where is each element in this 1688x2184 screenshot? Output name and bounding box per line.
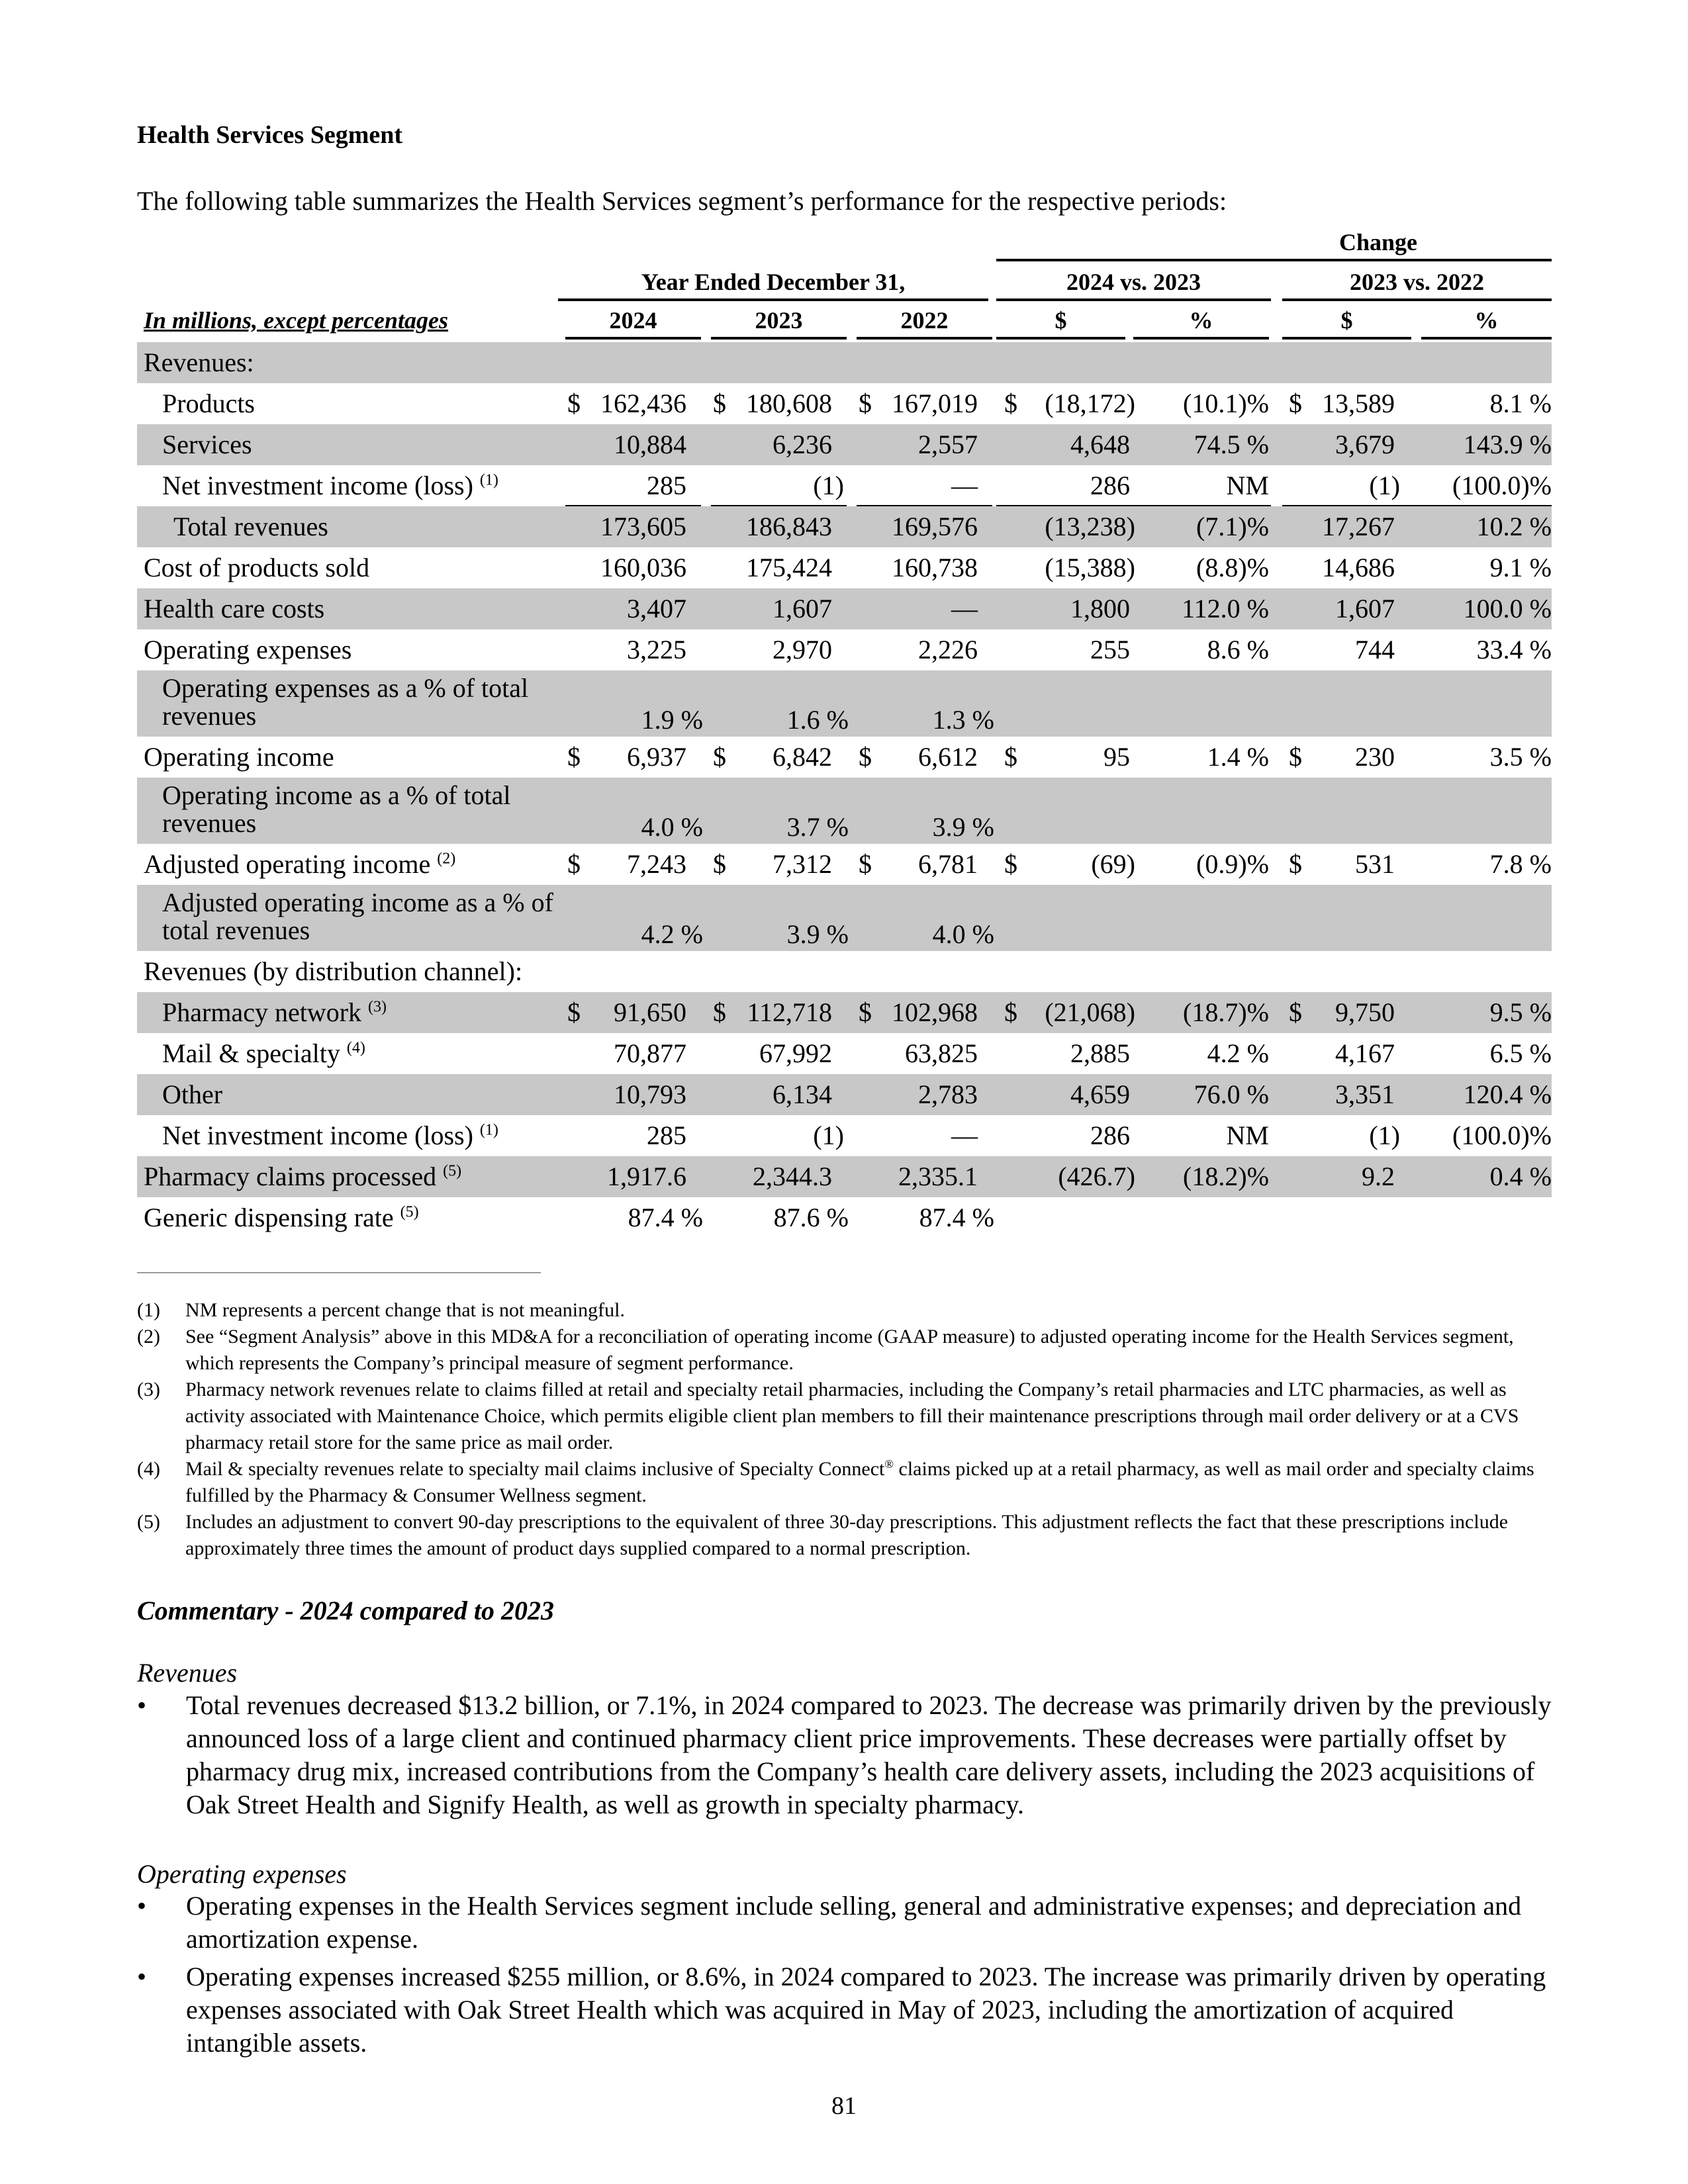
- table-row: [137, 1156, 1552, 1197]
- column-header-underline: [1421, 337, 1552, 340]
- table-cell: 286: [1090, 1120, 1130, 1150]
- table-cell: 76.0 %: [1194, 1079, 1269, 1109]
- table-cell: 8.1 %: [1489, 388, 1552, 418]
- table-row: [137, 465, 1552, 506]
- table-cell: 143.9 %: [1463, 430, 1552, 459]
- table-cell: 4,659: [1070, 1079, 1130, 1109]
- opex-bullet-2-text: Operating expenses increased $255 million, or 8.6%, in 2024 compared to 2023. The increase was primarily driven by operating expenses associated with Oak Street Health which was acquired in May of 2023, including the amortization of acquired intangible assets.: [186, 1962, 1546, 2058]
- table-cell: (13,238): [1045, 512, 1135, 541]
- table-cell: 6,612: [918, 742, 978, 772]
- table-cell: (18.2)%: [1183, 1161, 1269, 1191]
- table-cell: —: [951, 471, 978, 500]
- table-cell: 3,407: [627, 594, 686, 623]
- opex-heading: Operating expenses: [137, 1859, 347, 1889]
- intro-paragraph: The following table summarizes the Health Services segment’s performance for the respective periods:: [137, 186, 1227, 216]
- table-cell: 112,718: [747, 997, 832, 1027]
- table-cell: 7,243: [627, 849, 686, 879]
- footnote-number: (2): [137, 1326, 160, 1347]
- change-header: Change: [1338, 229, 1418, 255]
- footnote-rule: [137, 1272, 541, 1273]
- dollar-sign: $: [1004, 997, 1017, 1027]
- footnote-number: (1): [137, 1299, 160, 1321]
- table-cell: 1,917.6: [607, 1161, 686, 1191]
- row-label-text: Operating income: [144, 742, 334, 772]
- footnote-ref: (1): [479, 1121, 498, 1139]
- table-cell: 230: [1355, 742, 1395, 772]
- table-cell: 120.4 %: [1463, 1079, 1552, 1109]
- table-cell: 6,134: [773, 1079, 832, 1109]
- row-label: [162, 1081, 222, 1109]
- table-cell: 3.9 %: [932, 812, 994, 842]
- row-label-text: Operating expenses as a % of total revenues: [162, 673, 529, 731]
- table-cell: 1.3 %: [932, 705, 994, 735]
- table-cell: 6,781: [918, 849, 978, 879]
- row-label: [144, 1163, 461, 1191]
- table-row: [137, 885, 1552, 951]
- table-cell: 10.2 %: [1476, 512, 1552, 541]
- dollar-sign: $: [1004, 388, 1017, 418]
- table-row: [137, 1115, 1552, 1156]
- dollar-sign: $: [567, 849, 581, 879]
- row-label-text: Total revenues: [173, 512, 328, 541]
- table-cell: 285: [647, 471, 686, 500]
- row-label: [162, 782, 573, 837]
- table-cell: —: [951, 594, 978, 623]
- table-cell: 286: [1090, 471, 1130, 500]
- footnote-number: (5): [137, 1511, 160, 1533]
- row-label-text: Generic dispensing rate: [144, 1203, 394, 1232]
- table-cell: 95: [1103, 742, 1130, 772]
- row-label-text: Adjusted operating income as a % of total revenues: [162, 887, 553, 945]
- table-row: [137, 1197, 1552, 1238]
- opex-bullet-1: [137, 1889, 1554, 1956]
- table-row: [137, 1074, 1552, 1115]
- footnote: [137, 1509, 1547, 1562]
- table-cell: 3,225: [627, 635, 686, 664]
- bullet-glyph: •: [137, 1690, 147, 1720]
- table-cell: 9.1 %: [1489, 553, 1552, 582]
- row-label-text: Net investment income (loss): [162, 1120, 473, 1150]
- vs1-underline: [996, 298, 1271, 301]
- vs1-header: 2024 vs. 2023: [1066, 269, 1201, 295]
- row-label: [144, 743, 334, 771]
- row-label: [162, 1040, 365, 1068]
- table-cell: 13,589: [1322, 388, 1395, 418]
- row-label-text: Mail & specialty: [162, 1038, 340, 1068]
- table-cell: 169,576: [892, 512, 978, 541]
- table-cell: 4.2 %: [1207, 1038, 1269, 1068]
- table-cell: 70,877: [614, 1038, 686, 1068]
- row-label-text: Net investment income (loss): [162, 471, 473, 500]
- table-row: [137, 992, 1552, 1033]
- column-header: 2023: [755, 307, 803, 334]
- row-label-text: Operating expenses: [144, 635, 352, 664]
- table-cell: NM: [1226, 1120, 1269, 1150]
- row-label-text: Products: [162, 388, 255, 418]
- table-cell: 6.5 %: [1489, 1038, 1552, 1068]
- dollar-sign: $: [567, 388, 581, 418]
- table-row: [137, 1033, 1552, 1074]
- table-row: [137, 951, 1552, 992]
- column-header-underline: [1282, 337, 1411, 340]
- row-label-text: Cost of products sold: [144, 553, 370, 582]
- row-label: [144, 636, 352, 664]
- footnote: [137, 1324, 1547, 1377]
- table-cell: 4.0 %: [932, 919, 994, 949]
- table-cell: 186,843: [746, 512, 832, 541]
- table-cell: 102,968: [892, 997, 978, 1027]
- table-cell: 160,738: [892, 553, 978, 582]
- footnote: [137, 1377, 1547, 1456]
- table-cell: (69): [1091, 849, 1135, 879]
- table-row: [137, 547, 1552, 588]
- table-cell: (18,172): [1045, 388, 1135, 418]
- row-label: [162, 431, 252, 459]
- revenues-bullet-text: Total revenues decreased $13.2 billion, or 7.1%, in 2024 compared to 2023. The decrease was primarily driven by the previously announced loss of a large client and continued pharmacy client price improvements. These decreases were partially offset by pharmacy drug mix, increased contributions from the Company’s health care delivery assets, including the 2023 acquisitions of Oak Street Health and Signify Health, as well as growth in specialty pharmacy.: [186, 1690, 1552, 1819]
- footnote: [137, 1297, 1547, 1324]
- table-cell: (15,388): [1045, 553, 1135, 582]
- table-cell: (1): [813, 1120, 844, 1150]
- table-cell: (18.7)%: [1183, 997, 1269, 1027]
- table-cell: (426.7): [1058, 1161, 1135, 1191]
- table-cell: 167,019: [892, 388, 978, 418]
- table-cell: (1): [1369, 471, 1400, 500]
- dollar-sign: $: [567, 997, 581, 1027]
- dollar-sign: $: [1289, 388, 1302, 418]
- dollar-sign: $: [859, 849, 872, 879]
- table-cell: 87.6 %: [773, 1203, 849, 1232]
- table-cell: 4.0 %: [641, 812, 703, 842]
- table-cell: 173,605: [600, 512, 686, 541]
- table-cell: 1.4 %: [1207, 742, 1269, 772]
- section-title: Health Services Segment: [137, 121, 403, 149]
- row-label-text: Revenues (by distribution channel):: [144, 956, 523, 986]
- dollar-sign: $: [1289, 849, 1302, 879]
- row-label: [162, 999, 387, 1026]
- row-label-text: Revenues:: [144, 347, 254, 377]
- table-cell: (10.1)%: [1183, 388, 1269, 418]
- row-label: [144, 850, 455, 878]
- vs2-header: 2023 vs. 2022: [1349, 269, 1484, 295]
- dollar-sign: $: [713, 388, 726, 418]
- table-cell: (100.0)%: [1452, 1120, 1552, 1150]
- row-label: [144, 349, 254, 377]
- table-cell: (8.8)%: [1196, 553, 1269, 582]
- row-label: [162, 889, 573, 944]
- footnote-ref: (4): [346, 1039, 365, 1057]
- table-cell: (21,068): [1045, 997, 1135, 1027]
- row-label-text: Adjusted operating income: [144, 849, 431, 879]
- table-cell: 285: [647, 1120, 686, 1150]
- column-header: %: [1189, 307, 1213, 334]
- row-label: [162, 472, 498, 500]
- table-row: [137, 424, 1552, 465]
- table-cell: 1.9 %: [641, 705, 703, 735]
- table-cell: —: [951, 1120, 978, 1150]
- table-cell: 9,750: [1335, 997, 1395, 1027]
- footnote-text: Mail & specialty revenues relate to specialty mail claims inclusive of Specialty Connect® claims picked up at a retail pharmacy, as well as mail order and specialty claims fulfilled by the Pharmacy & Consumer Wellness segment.: [185, 1457, 1534, 1506]
- table-cell: 63,825: [905, 1038, 978, 1068]
- table-cell: 6,842: [773, 742, 832, 772]
- table-cell: 3,679: [1335, 430, 1395, 459]
- bullet-glyph: •: [137, 1891, 147, 1921]
- table-row: [137, 506, 1552, 547]
- row-label: [144, 554, 369, 582]
- table-row: [137, 588, 1552, 629]
- bullet-glyph: •: [137, 1962, 147, 1991]
- column-header-underline: [711, 337, 847, 340]
- row-label: [173, 513, 328, 541]
- row-label-text: Services: [162, 430, 252, 459]
- table-cell: 4,648: [1070, 430, 1130, 459]
- dollar-sign: $: [1289, 742, 1302, 772]
- table-cell: 2,335.1: [898, 1161, 978, 1191]
- table-cell: 2,970: [773, 635, 832, 664]
- footnote-text: Includes an adjustment to convert 90-day prescriptions to the equivalent of three 30-day prescriptions. This adjustment reflects the fact that these prescriptions include approximately three times the amount of product days supplied compared to a normal prescription.: [185, 1511, 1509, 1559]
- dollar-sign: $: [859, 997, 872, 1027]
- table-cell: 2,885: [1070, 1038, 1130, 1068]
- table-cell: 3.5 %: [1489, 742, 1552, 772]
- footnote-text: See “Segment Analysis” above in this MD&A for a reconciliation of operating income (GAAP measure) to adjusted operating income for the Health Services segment, which represents the Company’s principal measure of segment performance.: [185, 1326, 1514, 1374]
- row-label-text: Operating income as a % of total revenues: [162, 780, 511, 838]
- table-cell: 2,783: [918, 1079, 978, 1109]
- revenues-heading: Revenues: [137, 1658, 238, 1688]
- table-cell: 8.6 %: [1207, 635, 1269, 664]
- table-cell: 2,557: [918, 430, 978, 459]
- table-cell: 531: [1355, 849, 1395, 879]
- table-cell: 255: [1090, 635, 1130, 664]
- table-cell: 2,344.3: [753, 1161, 832, 1191]
- table-cell: 10,793: [614, 1079, 686, 1109]
- column-header-underline: [857, 337, 992, 340]
- revenues-bullet: [137, 1689, 1554, 1821]
- row-label: [144, 958, 522, 985]
- table-cell: (0.9)%: [1196, 849, 1269, 879]
- table-row: [137, 383, 1552, 424]
- column-header: $: [1340, 307, 1353, 334]
- commentary-title: Commentary - 2024 compared to 2023: [137, 1596, 554, 1625]
- column-header: $: [1055, 307, 1067, 334]
- table-row: [137, 737, 1552, 778]
- row-label-text: Pharmacy claims processed: [144, 1161, 437, 1191]
- dollar-sign: $: [713, 849, 726, 879]
- table-cell: 4.2 %: [641, 919, 703, 949]
- footnotes: [137, 1297, 1547, 1562]
- table-cell: 33.4 %: [1476, 635, 1552, 664]
- page-number: 81: [831, 2092, 857, 2120]
- table-cell: 3.9 %: [786, 919, 849, 949]
- dollar-sign: $: [1004, 742, 1017, 772]
- footnote-ref: (1): [479, 471, 498, 489]
- table-cell: 1,607: [773, 594, 832, 623]
- row-label-text: Health care costs: [144, 594, 325, 623]
- column-header: 2022: [900, 307, 949, 334]
- table-cell: 1,800: [1070, 594, 1130, 623]
- dollar-sign: $: [859, 388, 872, 418]
- column-header: 2024: [609, 307, 657, 334]
- footnote-ref: (5): [443, 1162, 462, 1180]
- column-header-underline: [1133, 337, 1269, 340]
- table-cell: 87.4 %: [919, 1203, 994, 1232]
- row-label: [162, 390, 255, 418]
- table-cell: 17,267: [1322, 512, 1395, 541]
- table-cell: NM: [1226, 471, 1269, 500]
- table-cell: 3,351: [1335, 1079, 1395, 1109]
- table-cell: (100.0)%: [1452, 471, 1552, 500]
- table-cell: (1): [813, 471, 844, 500]
- table-cell: 1.6 %: [786, 705, 849, 735]
- column-header-underline: [565, 337, 701, 340]
- footnote-ref: (5): [400, 1203, 419, 1221]
- table-cell: 112.0 %: [1182, 594, 1269, 623]
- table-cell: 4,167: [1335, 1038, 1395, 1068]
- row-label: [144, 595, 324, 623]
- table-cell: 744: [1355, 635, 1395, 664]
- table-row: [137, 342, 1552, 383]
- dollar-sign: $: [713, 742, 726, 772]
- table-cell: 7.8 %: [1489, 849, 1552, 879]
- row-label: [162, 1122, 498, 1150]
- footnote-number: (3): [137, 1379, 160, 1400]
- row-label: [162, 674, 573, 730]
- table-cell: 180,608: [746, 388, 832, 418]
- table-cell: 6,937: [627, 742, 686, 772]
- dollar-sign: $: [859, 742, 872, 772]
- column-header-underline: [996, 337, 1125, 340]
- table-row: [137, 629, 1552, 670]
- footnote-ref: (2): [437, 850, 456, 868]
- opex-bullet-1-text: Operating expenses in the Health Services segment include selling, general and administrative expenses; and depreciation and amortization expense.: [186, 1891, 1522, 1954]
- table-cell: 67,992: [759, 1038, 832, 1068]
- column-header: %: [1474, 307, 1499, 334]
- table-row: [137, 844, 1552, 885]
- table-cell: 100.0 %: [1463, 594, 1552, 623]
- table-cell: 0.4 %: [1489, 1161, 1552, 1191]
- opex-bullet-2: [137, 1960, 1554, 2060]
- year-underline: [558, 298, 988, 301]
- table-cell: 87.4 %: [628, 1203, 703, 1232]
- table-cell: 74.5 %: [1194, 430, 1269, 459]
- table-cell: 9.5 %: [1489, 997, 1552, 1027]
- dollar-sign: $: [1004, 849, 1017, 879]
- change-underline: [996, 259, 1552, 261]
- table-cell: 175,424: [746, 553, 832, 582]
- table-cell: 3.7 %: [786, 812, 849, 842]
- row-label-text: Pharmacy network: [162, 997, 362, 1027]
- table-cell: 162,436: [600, 388, 686, 418]
- footnote-text: Pharmacy network revenues relate to claims filled at retail and specialty retail pharmacies, including the Company’s retail pharmacies and LTC pharmacies, as well as activity associated with Maintenance Choice, which permits eligible client plan members to fill their maintenance prescriptions through mail order delivery or at a CVS pharmacy retail store for the same price as mail order.: [185, 1379, 1519, 1453]
- table-cell: 10,884: [614, 430, 686, 459]
- dollar-sign: $: [713, 997, 726, 1027]
- table-cell: 1,607: [1335, 594, 1395, 623]
- registered-mark: ®: [884, 1457, 894, 1471]
- row-label-text: Other: [162, 1079, 223, 1109]
- table-cell: 91,650: [614, 997, 686, 1027]
- footnote: [137, 1456, 1547, 1509]
- dollar-sign: $: [1289, 997, 1302, 1027]
- table-cell: 2,226: [918, 635, 978, 664]
- table-cell: 9.2: [1362, 1161, 1395, 1191]
- table-cell: 160,036: [600, 553, 686, 582]
- vs2-underline: [1282, 298, 1552, 301]
- row-label: [144, 1204, 419, 1232]
- dollar-sign: $: [567, 742, 581, 772]
- footnote-number: (4): [137, 1458, 160, 1480]
- table-cell: (7.1)%: [1196, 512, 1269, 541]
- year-header: Year Ended December 31,: [641, 269, 906, 295]
- footnote-text: NM represents a percent change that is not meaningful.: [185, 1299, 625, 1321]
- table-cell: (1): [1369, 1120, 1400, 1150]
- units-label: In millions, except percentages: [144, 307, 448, 334]
- footnote-ref: (3): [368, 998, 387, 1016]
- table-cell: 7,312: [773, 849, 832, 879]
- table-cell: 6,236: [773, 430, 832, 459]
- table-row: [137, 778, 1552, 844]
- table-cell: 14,686: [1322, 553, 1395, 582]
- table-row: [137, 670, 1552, 737]
